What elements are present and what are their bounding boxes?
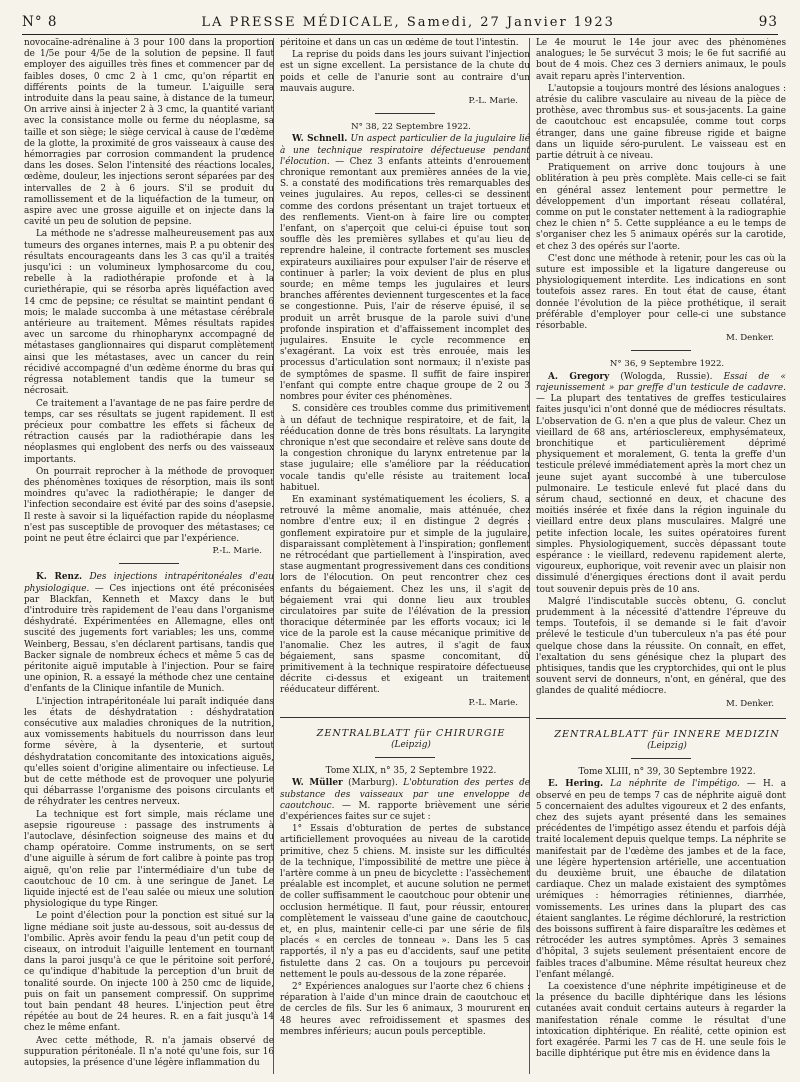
paragraph: Ce traitement a l'avantage de ne pas faire perdre de temps, car ses résultats se jugent rapidement. Il est précieux pour combattre les effets si fâcheux de rétraction causés par la radiothérapie dans les néoplasmes qui englobent des nerfs ou des vaisseaux importants. (24, 398, 274, 465)
issue-date: N° 38, 22 Septembre 1922. (351, 122, 471, 133)
paragraph: Avec cette méthode, R. n'a jamais observé de suppuration péritonéale. Il n'a noté qu'une fois, sur 16 autopsies, la présence d'une légère inflammation du (24, 1035, 274, 1069)
journal-name: ZENTRALBLATT für CHIRURGIE (316, 727, 506, 739)
paragraph: La coexistence d'une néphrite impétigineuse et de la présence du bacille diphtérique dans les lésions cutanées avait conduit certains auteurs à regarder la manifestation rénale comme le résultat d'une intoxication diphtérique. En réalité, cette opinion est fort exagérée. Parmi les 7 cas de H. une seule fois le bacille diphtérique put être mis en évidence dans la (536, 982, 786, 1060)
column-1 (24, 38, 274, 1074)
paragraph: Malgré l'indiscutable succès obtenu, G. conclut prudemment à la nécessité d'attendre l'épreuve du temps. Toutefois, il se demande si le fait d'avoir prélevé le testicule d'un tuberculeux n'a pas été pour quelque chose dans la réussite. On connaît, en effet, l'exaltation du sens génésique chez la plupart des phtisiques, tandis que les cryptorchides, qui ont le plus souvent servi de donneurs, n'ont, en général, que des glandes de qualité médiocre. (536, 596, 786, 697)
paragraph: S. considère ces troubles comme dus primitivement à un défaut de technique respiratoire, et de fait, la rééducation donne de très bons résultats. La laryngite chronique n'est que secondaire et relève sans doute de la congestion chronique du larynx entretenue par la stase jugulaire; elle s'améliore par la rééducation vocale tandis qu'elle résiste au traitement local habituel. (280, 404, 530, 493)
article-author: K. Renz. (36, 572, 83, 583)
issue-date: N° 36, 9 Septembre 1922. (609, 359, 725, 370)
journal-volume: Tome XLIII, n° 39, 30 Septembre 1922. (578, 767, 756, 778)
article-lead: — La plupart des tentatives de greffes testiculaires faites jusqu'ici n'ont donné que de médiocres résultats. L'observation de G. n'en a que plus de valeur. Chez un vieillard de 68 ans, artériosclereux, emphysémateux, bronchitique et particulièrement déprimé physiquement et moralement, G. tenta la greffe d'un testicule prélevé immédiatement après la mort chez un jeune sujet ayant succombé à une tuberculose pulmonaire. Le testicule enlevé fut placé dans du sérum chaud, sectionné en deux, et chacune des moitiés insérée et fixée dans la région inguinale du vieillard entre deux plans musculaires. Malgré une petite infection locale, les suites opératoires furent simples. Physiologiquement, succès dépassant toute espérance : le vieillard, redevenu rapidement alerte, vigoureux, euphorique, voit revenir avec un plaisir non dissimulé d'énergiques érections dont il avait perdu tout souvenir depuis près de 10 ans. (536, 394, 786, 595)
section-divider (536, 718, 786, 719)
page-header (22, 6, 778, 35)
paragraph: En examinant systématiquement les écoliers, S. a retrouvé la même anomalie, mais atténuée, chez nombre d'entre eux; il en distingue 2 degrés : gonflement expiratoire pur et simple de la jugulaire, disparaissant complètement à l'inspiration; gonflement ne rétrocédant que partiellement à l'inspiration, avec stase augmentant progressivement dans ces conditions lors de l'élocution. On peut rencontrer chez ces enfants du bégaiement. Chez les uns, il s'agit de bégaiement vrai qui donne lieu aux troubles circulatoires par suite de l'élévation de la pression thoracique déterminée par les efforts vocaux; ici le vice de la parole est la cause mécanique primitive de l'anomalie. Chez les autres, il s'agit de faux bégaiement, sans spasme concomitant, dû primitivement à la technique respiratoire défectueuse décrite ci-dessus et exigeant un traitement rééducateur différent. (280, 494, 530, 696)
article-entry (536, 779, 786, 981)
paragraph: Le 4e mourut le 14e jour avec des phénomènes analogues; le 5e survécut 3 mois; le 6e fut sacrifié au bout de 4 mois. Chez ces 3 derniers animaux, le pouls avait reparu après l'intervention. (536, 38, 786, 82)
article-title: Essai de « rajeunissement » par greffe d'un testicule de cadavre. (536, 371, 786, 393)
signature: P.-L. Marie. (468, 697, 518, 708)
paragraph: C'est donc une méthode à retenir, pour les cas où la suture est impossible et la ligature dangereuse ou physiologiquement interdite. Les indications en sont toutefois assez rares. En tout état de cause, étant donnée l'évolution de la pièce prothétique, il serait préférable d'employer pour celle-ci une substance résorbable. (536, 253, 786, 332)
signature: P.-L. Marie. (468, 96, 518, 107)
paragraph: L'injection intrapéritonéale lui paraît indiquée dans les états de déshydratation : déshydratation consécutive aux maladies chroniques de la nutrition, aux vomissements habituels du nourrisson dans leur forme sévère, à la dysenterie, et surtout déshydratation concomitante des intoxications aiguës, qu'elles soient d'origine alimentaire ou infectieuse. Le but de cette méthode est de provoquer une polyurie qui débarrasse l'organisme des poisons circulants et de réhydrater les centres nerveux. (24, 696, 274, 808)
journal-name: ZENTRALBLATT für INNERE MEDIZIN (554, 728, 780, 740)
article-author: W. Müller (292, 778, 343, 789)
paragraph: On pourrait reprocher à la méthode de provoquer des phénomènes toxiques de résorption, mais ils sont moindres qu'avec la radiothérapie; le danger de l'infection secondaire est évité par des soins d'asepsie. Il reste à savoir si la liquéfaction rapide du néoplasme n'est pas susceptible de provoquer des métastases; ce point ne peut être éclairci que par l'expérience. (24, 466, 274, 544)
paragraph: péritoine et dans un cas un œdème de tout l'intestin. (280, 38, 519, 48)
article-title: Des injections intrapéritonéales d'eau physiologique. (24, 572, 274, 594)
article-entry (280, 778, 530, 823)
article-author: W. Schnell. (292, 134, 348, 145)
journal-city: (Leipzig) (391, 739, 431, 750)
page-number: 93 (758, 14, 778, 30)
article-title: La néphrite de l'impétigo. (610, 779, 740, 790)
article-entry (536, 372, 786, 596)
article-lead: — Ces injections ont été préconisées par Blackfan, Kenneth et Maxcy dans le but d'introduire très rapidement de l'eau dans l'organisme déshydraté. Expérimentées en Allemagne, elles ont suscité des jugements fort variables; les uns, comme Weinberg, Bessau, s'en déclarent partisans, tandis que Backer signale de nombreux échecs et même 5 cas de péritonite aiguë imputable à l'injection. Pour se faire une opinion, R. a essayé la méthode chez une centaine d'enfants de la Clinique infantile de Munich. (24, 583, 274, 695)
article-entry (24, 572, 274, 695)
article-lead: — H. a observé en peu de temps 7 cas de néphrite aiguë dont 5 concernaient des adultes vigoureux et 2 des enfants, chez des sujets ayant présenté dans les semaines précédentes de l'impétigo assez étendu et parfois déjà traité localement depuis quelque temps. La néphrite se manifestait par de l'œdème des jambes et de la face, une légère hypertension artérielle, une accentuation du deuxième bruit, une ébauche de dilatation cardiaque. Chez un malade existaient des symptômes urémiques : hémorragies rétiniennes, diarrhée, vomissements. Les urines dans la plupart des cas étaient sanglantes. Le régime déchloruré, la restriction des boissons suffirent à faire disparaître les œdèmes et rétrocéder les autres symptômes. Après 3 semaines d'hôpital, 3 sujets seulement présentaient encore de faibles traces d'albumine. Même résultat heureux chez l'enfant mélangé. (536, 779, 786, 980)
paragraph: La méthode ne s'adresse malheureusement pas aux tumeurs des organes internes, mais P. a pu obtenir des résultats encourageants dans les 3 cas qu'il a traités jusqu'ici : un volumineux lymphosarcome du cou, rebelle à la radiothérapie profonde et à la curiethérapie, qui se résorba après liquéfaction avec 14 cmc de pepsine; ce résultat se maintint pendant 6 mois; le malade succomba à une métastase cérébrale antérieure au traitement. Mêmes résultats rapides avec un sarcome du rhinopharynx accompagné de métastases ganglionnaires qui disparut complètement ainsi que les métastases, avec un cancer du rein récidivé accompagné d'un œdème énorme du bras qui régressa notablement tandis que la tumeur se nécrosait. (24, 229, 274, 397)
article-author: A. Gregory (548, 371, 610, 382)
article-author: E. Hering. (548, 779, 604, 790)
signature: P.-L. Marie. (212, 546, 262, 557)
article-place: (Wologda, Russie). (620, 371, 713, 382)
column-3 (536, 38, 786, 1074)
article-title: L'obturation des pertes de substance des vaisseaux par une enveloppe de caoutchouc. (280, 778, 530, 811)
column-2 (280, 38, 530, 1074)
issue-number: N° 8 (22, 14, 58, 30)
paragraph: 1° Essais d'obturation de pertes de substance artificiellement provoquées au niveau de la carotide primitive, chez 5 chiens. M. insiste sur les difficultés de la technique, l'impossibilité de mettre une pièce à l'artère comme à un pneu de bicyclette : l'assèchement préalable est incomplet, et aucune solution ne permet de coller suffisamment le caoutchouc pour obtenir une occlusion hermétique. Il faut, pour réussir, entourer complètement le vaisseau d'une gaine de caoutchouc, et, en plus, maintenir celle-ci par une série de fils placés « en cercles de tonneau ». Dans les 5 cas rapportés, il n'y a pas eu d'accidents, sauf une petite fistulette dans 2 cas. On a toujours pu percevoir nettement le pouls au-dessous de la zone réparée. (280, 824, 530, 980)
journal-city: (Leipzig) (647, 740, 687, 751)
paragraph: L'autopsie a toujours montré des lésions analogues : atrésie du calibre vasculaire au niveau de la pièce de prothèse, avec thrombus sus- et sous-jacents. La gaine de caoutchouc est encapsulée, comme tout corps étranger, dans une gaine fibreuse rigide et baigne dans un liquide séro-purulent. Le vaisseau est en partie détruit à ce niveau. (536, 83, 786, 162)
paragraph: 2° Expériences analogues sur l'aorte chez 6 chiens : réparation à l'aide d'un mince drain de caoutchouc et de cercles de fils. Sur les 6 animaux, 3 moururent en 48 heures avec refroidissement et spasmes des membres inférieurs; aucun pouls perceptible. (280, 982, 530, 1037)
article-title: Un aspect particulier de la jugulaire lié à une technique respiratoire défectueuse pendant l'élocution. (280, 134, 530, 167)
paragraph: La reprise du poids dans les jours suivant l'injection est un signe excellent. La persistance de la chute du poids et celle de l'anurie sont au contraire d'un mauvais augure. (280, 50, 530, 94)
journal-title: LA PRESSE MÉDICALE, Samedi, 27 Janvier 1923 (201, 15, 615, 30)
paragraph: novocaïne-adrénaline à 3 pour 100 dans la proportion de 1/5e pour 4/5e de la solution de pepsine. Il faut employer des aiguilles très fines et commencer par de faibles doses, 0 cmc 2 à 1 cmc, qu'on répartit en différents points de la tumeur. L'aiguille sera introduite dans la peau saine, à distance de la tumeur. On arrive ainsi à injecter 2 à 3 cmc, la quantité variant avec la consistance molle ou ferme du néoplasme, sa taille et son siège; le siège cervical à cause de l'œdème de la glotte, la proximité de gros vaisseaux à cause des hémorragies par corrosion commandent la prudence dans les doses. Selon l'intensité des réactions locales, œdème, douleur, les injections seront séparées par des intervalles de 2 à 6 jours. S'il se produit du ramollissement et de la liquéfaction de la tumeur, on aspire avec une grosse aiguille et on injecte dans la cavité un peu de solution de pepsine. (24, 38, 274, 228)
section-divider (280, 717, 530, 718)
signature: M. Denker. (726, 333, 774, 344)
article-lead: — Chez 3 enfants atteints d'enrouement chronique remontant aux premières années de la vie, S. a constaté des modifications très remarquables des veines jugulaires. Au repos, celles-ci se dessinent comme des cordons présentant un trajet tortueux et des renflements. Vient-on à faire lire ou compter l'enfant, on s'aperçoit que celui-ci épuise tout son souffle dès les premières syllabes et qu'au lieu de reprendre haleine, il contracte fortement ses muscles expirateurs auxiliaires pour expulser l'air de réserve et continuer à parler; la voix devient de plus en plus sourde; en même temps les jugulaires et leurs branches afférentes deviennent turgescentes et la face se congestionne. Puis, l'air de réserve épuisé, il se produit un arrêt brusque de la parole suivi d'une profonde inspiration et d'affaissement incomplet des jugulaires. Ensuite le cycle recommence en s'exagérant. La voix est très enrouée, mais les processus d'articulation sont normaux; il n'existe pas de symptômes de spasme. Il suffit de faire inspirer l'enfant qui compte entre chaque groupe de 2 ou 3 nombres pour éviter ces phénomènes. (280, 156, 530, 403)
journal-volume: Tome XLIX, n° 35, 2 Septembre 1922. (325, 766, 497, 777)
article-lead: — M. rapporte brièvement une série d'expériences faites sur ce sujet : (280, 800, 530, 822)
paragraph: La technique est fort simple, mais réclame une asepsie rigoureuse : passage des instruments à l'autoclave, désinfection soigneuse des mains et du champ opératoire. Comme instruments, on se sert d'une aiguille à sérum de fort calibre à pointe pas trop aiguë, qu'on relie par l'intermédiaire d'un tube de caoutchouc de 10 cm. à une seringue de Janet. Le liquide injecté est de l'eau salée ou mieux une solution physiologique du type Ringer. (24, 809, 274, 910)
signature: M. Denker. (726, 698, 774, 709)
divider (119, 563, 179, 564)
paragraph: Le point d'élection pour la ponction est situé sur la ligne médiane soit juste au-dessous, soit au-dessus de l'ombilic. Après avoir fendu la peau d'un petit coup de ciseaux, on introduit l'aiguille lentement en tournant dans la paroi jusqu'à ce que le péritoine soit perforé, ce qu'indique d'habitude la perception d'un bruit de tonalité sourde. On injecte 100 à 250 cmc de liquide, puis on fait un pansement compressif. On supprime tout bain pendant 48 heures. L'injection peut être répétée au bout de 24 heures. R. en a fait jusqu'à 14 chez le même enfant. (24, 911, 274, 1034)
paragraph: Pratiquement on arrive donc toujours à une oblitération à peu près complète. Mais celle-ci se fait en général assez lentement pour permettre le développement d'un important réseau collatéral, comme on put le constater nettement à la radiographie chez le chien n° 5. Cette suppléance a eu le temps de s'organiser chez les 5 animaux opérés sur la carotide, et chez 3 des opérés sur l'aorte. (536, 163, 786, 252)
article-entry (280, 134, 530, 403)
divider (631, 758, 691, 759)
article-place: (Marburg). (348, 778, 398, 789)
divider (631, 350, 691, 351)
divider (375, 113, 435, 114)
divider (375, 757, 435, 758)
